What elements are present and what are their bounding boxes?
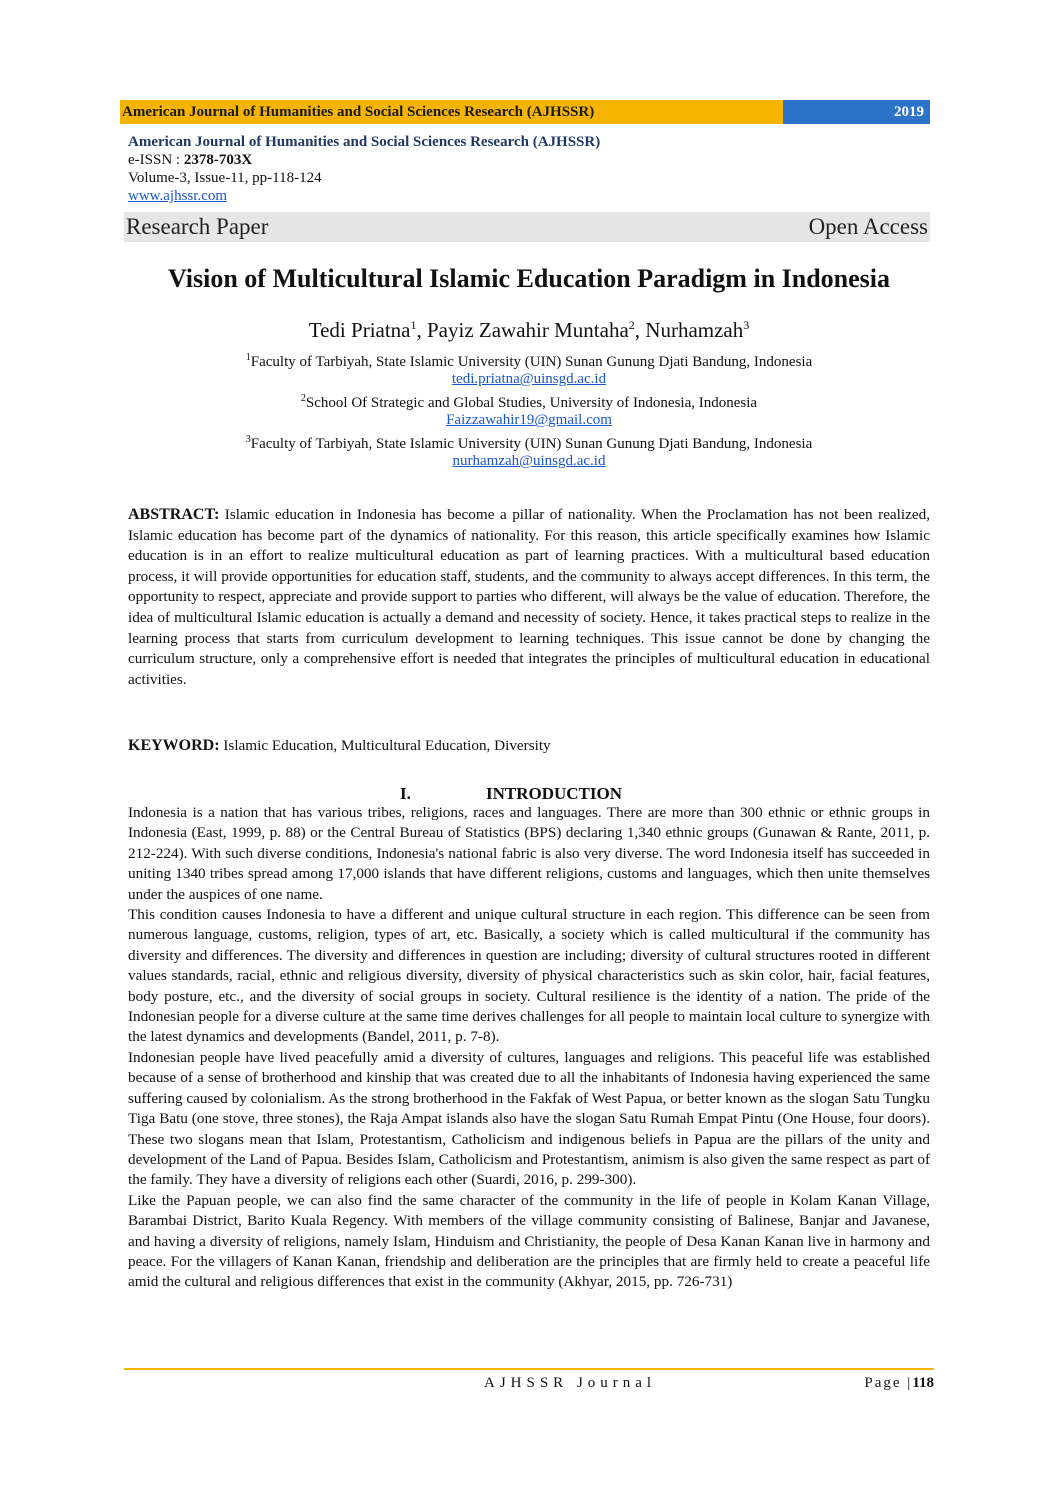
author-affil-sup: 2 xyxy=(628,318,635,332)
paragraph: Like the Papuan people, we can also find the same character of the community in the life of people in Kolam Kanan Village, Barambai District, Barito Kuala Regency. With members of the village community consisting of Balinese, Banjar and Javanese, and having a diversity of religions, namely Islam, Hinduism and Christianity, the people of Desa Kanan Kanan live in harmony and peace. For the villagers of Kanan Kanan, friendship and deliberation are the principles that are firmly held to create a peaceful life amid the cultural and religious differences that exist in the community (Akhyar, 2015, pp. 726-731) xyxy=(128,1191,930,1291)
affiliation: $^1$Faculty of Tarbiyah, State Islamic University (UIN) Sunan Gunung Djati Bandung, Indonesia xyxy=(245,352,813,370)
footer-journal-name: AJHSSR Journal xyxy=(484,1375,657,1391)
footer-divider xyxy=(124,1368,934,1370)
author-affil-sup: 3 xyxy=(743,318,750,332)
abstract-text: Islamic education in Indonesia has become a pillar of nationality. When the Proclamation has not been realized, Islamic education has become part of the dynamics of nationality. For this reason, this article specifically examines how Islamic education is in an effort to realize multicultural education as part of learning practices. With a multicultural based education process, it will provide opportunities for education staff, students, and the community to always accept differences. In this term, the opportunity to respect, appreciate and provide support to parties who different, will always be the value of education. Therefore, the idea of multicultural Islamic education is actually a demand and necessity of society. Hence, it takes practical steps to realize in the learning process that starts from curriculum development to learning techniques. This issue cannot be done by changing the curriculum structure, only a comprehensive effort is needed that integrates the principles of multicultural education in educational activities. xyxy=(128,506,930,688)
journal-header-year: 2019 xyxy=(783,100,930,124)
author-name: Tedi Priatna xyxy=(308,318,411,342)
journal-info-block xyxy=(128,133,928,205)
journal-header-title: American Journal of Humanities and Social Sciences Research (AJHSSR) xyxy=(120,100,783,124)
journal-website-link[interactable]: www.ajhssr.com xyxy=(128,188,228,204)
body-text xyxy=(128,803,930,1293)
keywords-label: KEYWORD: xyxy=(128,737,220,754)
open-access-label: Open Access xyxy=(808,214,928,239)
author-name: Nurhamzah xyxy=(645,318,744,342)
paragraph: Indonesian people have lived peacefully amid a diversity of cultures, languages and religions. This peaceful life was established because of a sense of brotherhood and kinship that was created due to all the inhabitants of Indonesia having experienced the same suffering caused by colonialism. As the strong brotherhood in the Fakfak of West Papua, or better known as the slogan Satu Tungku Tiga Batu (one stove, three stones), the Raja Ampat islands also have the slogan Satu Rumah Empat Pintu (One House, four doors). These two slogans mean that Islam, Protestantism, Catholicism and indigenous beliefs in Papua are the pillars of the unity and development of the Land of Papua. Besides Islam, Catholicism and Protestantism, animism is also given the same respect as part of the family. They have a diversity of religions each other (Suardi, 2016, p. 299-300). xyxy=(128,1048,930,1189)
journal-header-bar xyxy=(120,100,930,124)
author-email-link[interactable]: Faizzawahir19@gmail.com xyxy=(446,412,612,428)
journal-volume: Volume-3, Issue-11, pp-118-124 xyxy=(128,170,322,186)
paper-type-label: Research Paper xyxy=(126,214,269,239)
journal-eissn: e-ISSN : 2378-703X xyxy=(128,152,253,168)
author-email-link[interactable]: tedi.priatna@uinsgd.ac.id xyxy=(451,371,607,387)
author-email-link[interactable]: nurhamzah@uinsgd.ac.id xyxy=(452,453,606,469)
paragraph: This condition causes Indonesia to have a different and unique cultural structure in each region. This difference can be seen from numerous language, customs, religion, types of art, etc. Basically, a society which is called multicultural if the community has diversity and differences. The diversity and differences in question are including; diversity of cultural structures rooted in different values standards, racial, ethnic and religious diversity, diversity of physical characteristics such as skin color, hair, facial features, body posture, etc., and the diversity of social groups in society. Cultural resilience is the identity of a nation. The pride of the Indonesian people for a diverse culture at the same time derives challenges for all people to maintain local culture to synergize with the latest dynamics and developments (Bandel, 2011, p. 7-8). xyxy=(128,906,930,1046)
section-number: I. xyxy=(400,784,411,803)
keywords-text: Islamic Education, Multicultural Education, Diversity xyxy=(219,737,551,754)
page-number: Page |118 xyxy=(864,1375,934,1391)
author-affil-sup: 1 xyxy=(410,318,417,332)
keywords xyxy=(128,737,930,755)
affiliation: $^2$School Of Strategic and Global Studies, University of Indonesia, Indonesia xyxy=(300,393,758,411)
paper-title: Vision of Multicultural Islamic Education Paradigm in Indonesia xyxy=(167,264,891,293)
section-title: INTRODUCTION xyxy=(486,784,623,803)
abstract xyxy=(128,505,930,690)
author-list: Tedi Priatna$^1$, Payiz Zawahir Muntaha$^2$, Nurhamzah$^3$ xyxy=(308,318,750,342)
affiliation: $^3$Faculty of Tarbiyah, State Islamic University (UIN) Sunan Gunung Djati Bandung, Indonesia xyxy=(245,434,813,452)
paragraph: Indonesia is a nation that has various tribes, religions, races and languages. There are more than 300 ethnic or ethnic groups in Indonesia (East, 1999, p. 88) or the Central Bureau of Statistics (BPS) declaring 1,340 ethnic groups (Gunawan & Rante, 2011, p. 212-224). With such diverse conditions, Indonesia's national fabric is also very diverse. The word Indonesia itself has succeeded in uniting 1340 tribes spread among 17,000 islands that have different religions, customs and languages, which then unite themselves under the auspices of one name. xyxy=(128,804,930,903)
abstract-label: ABSTRACT: xyxy=(128,506,220,523)
author-name: Payiz Zawahir Muntaha xyxy=(427,318,629,342)
journal-title: American Journal of Humanities and Social Sciences Research (AJHSSR) xyxy=(128,134,601,150)
paper-type-bar xyxy=(124,212,930,242)
